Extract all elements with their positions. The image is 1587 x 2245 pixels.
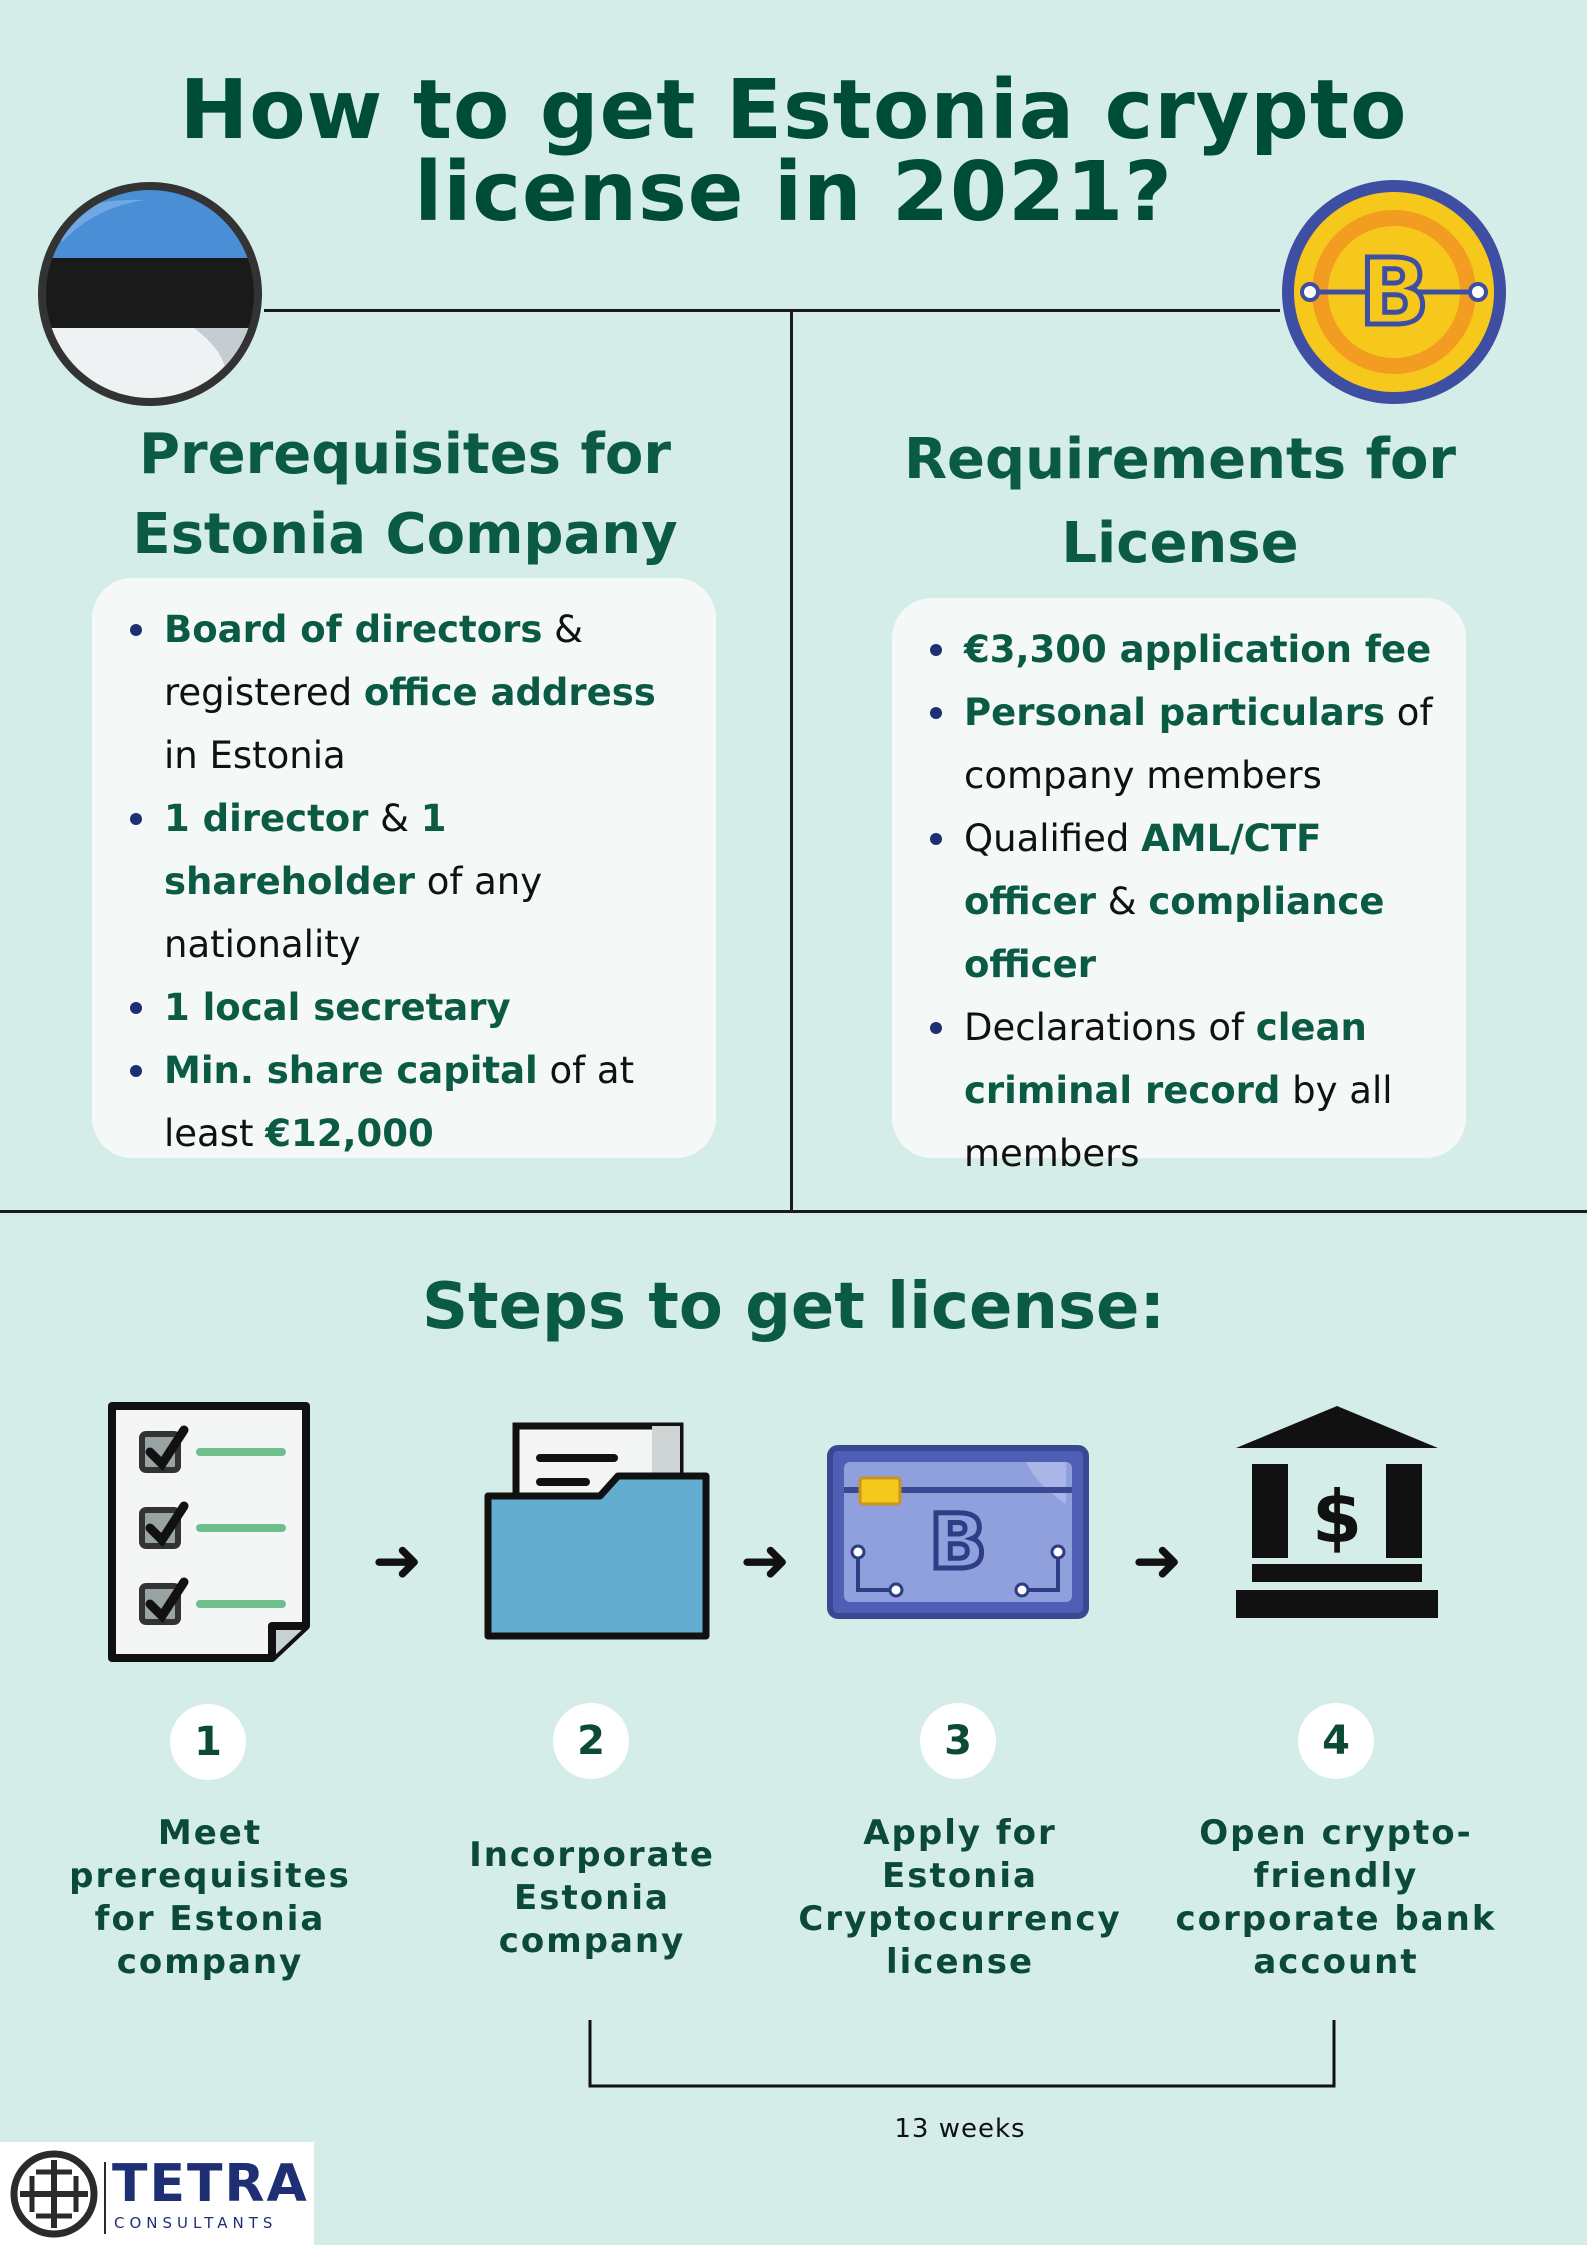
page-title-line2: license in 2021? bbox=[414, 145, 1173, 240]
svg-text:$: $ bbox=[1311, 1475, 1363, 1559]
highlighted-text: 1 local secretary bbox=[164, 986, 511, 1029]
item-text: & registered bbox=[164, 608, 584, 714]
step-label-1-line: company bbox=[116, 1942, 304, 1982]
prerequisites-card bbox=[92, 578, 716, 1158]
highlighted-text: clean criminal record bbox=[964, 1006, 1367, 1112]
highlighted-text: 1 shareholder bbox=[164, 797, 447, 903]
estonia-flag-icon bbox=[34, 178, 266, 410]
item-text: Declarations of bbox=[964, 1006, 1256, 1049]
arrow-right-icon-3: ➜ bbox=[1132, 1526, 1183, 1596]
arrow-right-icon: ➜ bbox=[372, 1526, 423, 1596]
duration-label: 13 weeks bbox=[894, 2114, 1026, 2144]
tetra-logo bbox=[0, 2142, 314, 2245]
item-text: of company members bbox=[964, 691, 1433, 797]
requirements-item bbox=[892, 807, 1446, 996]
page-title-line1: How to get Estonia crypto bbox=[179, 63, 1408, 158]
highlighted-text: AML/CTF officer bbox=[964, 817, 1322, 923]
requirements-item bbox=[892, 996, 1446, 1185]
step-label-2-line: company bbox=[498, 1921, 686, 1961]
step-label-3-line: Cryptocurrency bbox=[798, 1899, 1122, 1939]
svg-text:B: B bbox=[1358, 239, 1430, 346]
prerequisites-heading-line1: Prerequisites for bbox=[139, 422, 671, 487]
prerequisites-item bbox=[92, 598, 676, 787]
step-number-2: 2 bbox=[553, 1703, 629, 1779]
step-label-2 bbox=[432, 1834, 752, 1963]
tetra-logo-mark bbox=[6, 2146, 102, 2242]
bitcoin-card-icon bbox=[826, 1444, 1090, 1620]
steps-heading: Steps to get license: bbox=[421, 1270, 1166, 1344]
bank-icon bbox=[1232, 1404, 1442, 1620]
item-text: Qualified bbox=[964, 817, 1142, 860]
step-label-3-line: Apply for bbox=[863, 1813, 1057, 1853]
step-label-3-line: license bbox=[885, 1942, 1035, 1982]
step-label-4 bbox=[1166, 1812, 1506, 1984]
duration-bracket bbox=[586, 2018, 1338, 2090]
prerequisites-list bbox=[92, 578, 716, 1165]
highlighted-text: compliance officer bbox=[964, 880, 1385, 986]
item-text: & bbox=[1095, 880, 1149, 923]
requirements-item bbox=[892, 618, 1446, 681]
step-label-4-line: Open crypto- bbox=[1199, 1813, 1473, 1853]
highlighted-text: Personal particulars bbox=[964, 691, 1386, 734]
requirements-heading-line1: Requirements for bbox=[903, 427, 1457, 492]
item-text: in Estonia bbox=[164, 734, 346, 777]
highlighted-text: 1 director bbox=[164, 797, 369, 840]
highlighted-text: Min. share capital bbox=[164, 1049, 538, 1092]
center-divider bbox=[790, 310, 793, 1212]
item-text: by all members bbox=[964, 1069, 1393, 1175]
requirements-heading bbox=[830, 418, 1530, 586]
prerequisites-item bbox=[92, 1039, 676, 1165]
requirements-item bbox=[892, 681, 1446, 807]
step-label-1 bbox=[50, 1812, 370, 1984]
step-label-3 bbox=[790, 1812, 1130, 1984]
step-label-2-line: Incorporate bbox=[469, 1835, 715, 1875]
highlighted-text: office address bbox=[363, 671, 656, 714]
step-number-3: 3 bbox=[920, 1703, 996, 1779]
step-label-4-line: account bbox=[1253, 1942, 1419, 1982]
item-text: of at least bbox=[164, 1049, 635, 1155]
requirements-heading-line2: License bbox=[1061, 511, 1299, 576]
item-text: & bbox=[368, 797, 421, 840]
logo-name: TETRA bbox=[112, 2154, 309, 2214]
logo-subtitle: CONSULTANTS bbox=[114, 2214, 278, 2232]
arrow-right-icon-2: ➜ bbox=[740, 1526, 791, 1596]
prerequisites-heading-line2: Estonia Company bbox=[132, 502, 678, 567]
step-number-4: 4 bbox=[1298, 1703, 1374, 1779]
highlighted-text: Board of directors bbox=[164, 608, 543, 651]
prerequisites-heading bbox=[60, 415, 750, 575]
folder-icon bbox=[484, 1422, 710, 1644]
svg-text:B: B bbox=[929, 1497, 987, 1586]
requirements-card bbox=[892, 598, 1466, 1175]
item-text: of any nationality bbox=[164, 860, 543, 966]
prerequisites-item bbox=[92, 976, 676, 1039]
highlighted-text: €12,000 bbox=[265, 1112, 434, 1155]
step-label-1-line: prerequisites bbox=[69, 1856, 351, 1896]
highlighted-text: €3,300 application fee bbox=[964, 628, 1432, 671]
step-label-1-line: Meet bbox=[157, 1813, 263, 1853]
step-label-3-line: Estonia bbox=[882, 1856, 1038, 1896]
step-number-1: 1 bbox=[170, 1704, 246, 1780]
logo-divider bbox=[104, 2162, 106, 2234]
step-label-1-line: for Estonia bbox=[94, 1899, 326, 1939]
prerequisites-item bbox=[92, 787, 676, 976]
bitcoin-coin-icon bbox=[1278, 176, 1510, 408]
step-label-4-line: friendly bbox=[1253, 1856, 1419, 1896]
top-divider bbox=[264, 309, 1280, 312]
requirements-list bbox=[892, 598, 1466, 1185]
step-label-4-line: corporate bank bbox=[1175, 1899, 1497, 1939]
checklist-icon bbox=[106, 1400, 312, 1664]
middle-divider bbox=[0, 1210, 1587, 1213]
step-label-2-line: Estonia bbox=[514, 1878, 670, 1918]
